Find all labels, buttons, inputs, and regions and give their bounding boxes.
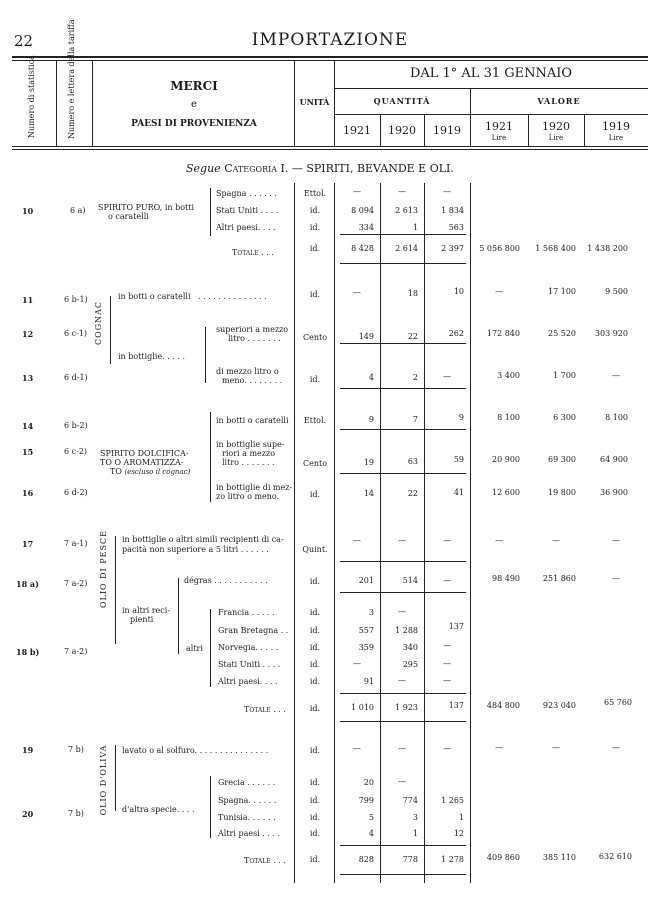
unit: id. [309, 829, 321, 838]
value-cell: 1 834 [441, 206, 464, 215]
unit: id. [309, 704, 321, 713]
value-cell: 2 613 [395, 206, 418, 215]
country-label: Francia . . . . . [218, 608, 275, 617]
value-cell: 8 094 [351, 206, 374, 215]
col-v-1921: 1921 [485, 120, 513, 133]
value-cell: 632 610 [598, 852, 632, 861]
col-q-1919: 1919 [433, 124, 461, 137]
total-rule [340, 721, 466, 722]
page-title: IMPORTAZIONE [251, 30, 409, 50]
total-rule [340, 845, 466, 846]
col-num-statistica: Numero di statistica [27, 55, 36, 138]
goods-label [110, 468, 190, 476]
goods-sublabel: in bottiglie di mez- [216, 483, 293, 492]
value-cell: 1 438 200 [587, 244, 628, 253]
label-olio-oliva: OLIO D'OLIVA [99, 744, 108, 816]
row-tariff: 7 a-2) [64, 647, 88, 656]
value-cell: 409 860 [486, 853, 520, 862]
col-q-1921: 1921 [343, 124, 371, 137]
unit: id. [309, 855, 321, 864]
value-cell: 251 860 [542, 574, 576, 583]
value-cell: — [398, 536, 406, 545]
value-cell: 774 [402, 796, 418, 805]
unit: id. [309, 290, 321, 299]
total-label: Totale . . . [232, 248, 274, 257]
value-cell: — [353, 744, 361, 753]
value-cell: 5 056 800 [479, 244, 520, 253]
header-bottom-rule-thin [12, 149, 648, 150]
total-rule [340, 234, 466, 235]
row-tariff: 7 b) [68, 809, 84, 818]
unit: Cento [302, 459, 328, 468]
value-cell: — [398, 607, 406, 616]
total-label: Totale . . . [244, 705, 286, 714]
goods-sublabel: litro . . . . . . . [222, 458, 275, 467]
country-label: Norvegia. . . . . [218, 643, 279, 652]
row-tariff: 6 d-1) [64, 373, 88, 382]
value-cell: 36 900 [600, 488, 628, 497]
goods-sublabel: meno. . . . . . . . [222, 376, 283, 385]
goods-sublabel: in botti o caratelli [216, 416, 289, 425]
category-label: Categoria I. — SPIRITI, BEVANDE E OLI. [224, 162, 454, 175]
value-cell: 334 [358, 223, 374, 232]
header-bottom-rule [12, 146, 648, 147]
value-cell: 3 [368, 608, 374, 617]
col-merci-line3: PAESI DI PROVENIENZA [131, 119, 257, 129]
value-cell: 828 [358, 855, 374, 864]
value-cell: — [443, 576, 451, 585]
col-v-1919: 1919 [602, 120, 630, 133]
unit: id. [309, 490, 321, 499]
value-cell: 8 428 [351, 244, 374, 253]
value-cell: 3 [412, 813, 418, 822]
value-cell: 6 300 [553, 413, 576, 422]
value-cell: 1 568 400 [535, 244, 576, 253]
bracket [205, 327, 206, 383]
row-tariff: 7 a-1) [64, 539, 88, 548]
country-label: Stati Uniti . . . . [216, 206, 279, 215]
value-cell: 98 490 [492, 574, 520, 583]
goods-label-note: (escluso il cognac) [124, 468, 191, 476]
bracket [178, 578, 179, 654]
header-col-divider [92, 60, 93, 146]
header-top-rule [12, 56, 648, 58]
total-rule [340, 473, 466, 474]
value-cell: 484 800 [486, 701, 520, 710]
value-cell: 262 [448, 329, 464, 338]
row-num: 20 [22, 809, 34, 819]
goods-sublabel: zo litro o meno. [216, 492, 280, 501]
value-cell: 778 [402, 855, 418, 864]
header-subgroup-rule [334, 114, 648, 115]
unit: Ettol. [303, 189, 327, 198]
value-cell: 22 [407, 332, 418, 341]
bracket [210, 776, 211, 838]
value-cell: 9 500 [605, 287, 628, 296]
value-cell: 8 100 [497, 413, 520, 422]
value-cell: — [612, 743, 620, 752]
value-cell: 923 040 [542, 701, 576, 710]
country-label: Altri paesi . . . . [218, 829, 281, 838]
goods-sublabel: di mezzo litro o [216, 367, 279, 376]
value-cell: 1 278 [441, 855, 464, 864]
goods-label: d'altra specie. . . . [122, 805, 195, 814]
bracket [110, 296, 111, 364]
value-cell: — [398, 676, 406, 685]
unit: id. [309, 643, 321, 652]
row-num: 15 [22, 447, 34, 457]
row-num: 16 [22, 488, 34, 498]
value-cell: 295 [402, 660, 418, 669]
value-cell: — [443, 659, 451, 668]
value-cell: 2 [412, 373, 418, 382]
col-v-1919-lire: Lire [608, 134, 624, 142]
value-cell: 340 [402, 643, 418, 652]
value-cell: — [443, 744, 451, 753]
value-cell: 25 520 [548, 329, 576, 338]
col-q-1920: 1920 [388, 124, 416, 137]
col-v-1920-lire: Lire [548, 134, 564, 142]
unit: id. [309, 577, 321, 586]
value-cell: — [353, 187, 361, 196]
value-cell: — [443, 187, 451, 196]
unit: Quint. [302, 545, 328, 554]
leader-dots: . . . . . . . . . . . . . . [198, 292, 267, 301]
value-cell: 5 [368, 813, 374, 822]
value-cell: 514 [402, 576, 418, 585]
value-cell: 1 923 [395, 703, 418, 712]
col-v-1920: 1920 [542, 120, 570, 133]
country-label: Stati Uniti . . . . [218, 660, 281, 669]
value-cell: — [398, 187, 406, 196]
goods-sublabel: in bottiglie supe- [216, 440, 285, 449]
value-cell: 2 614 [395, 244, 418, 253]
col-merci-line2: e [191, 99, 197, 110]
goods-label: in bottiglie o altri simili recipienti di ca- [122, 535, 284, 544]
value-cell: 4 [368, 829, 374, 838]
total-rule [340, 874, 466, 875]
value-cell: — [353, 659, 361, 668]
goods-label: in botti o caratelli [118, 292, 191, 301]
country-label: Spagna . . . . . . [216, 189, 277, 198]
value-cell: 1 [458, 813, 464, 822]
value-cell: 63 [407, 457, 418, 466]
col-period: DAL 1° AL 31 GENNAIO [409, 66, 573, 81]
value-cell: 799 [358, 796, 374, 805]
unit: id. [309, 660, 321, 669]
value-cell: 557 [358, 626, 374, 635]
col-v-1921-lire: Lire [491, 134, 507, 142]
body-col-divider [334, 183, 335, 883]
goods-label: pacità non superiore a 5 litri . . . . . . [122, 545, 269, 554]
row-tariff: 6 b-1) [64, 295, 88, 304]
value-cell: 20 [363, 778, 374, 787]
goods-label: lavato o al solfuro. . . . . . . . . . . . . . . [122, 746, 269, 755]
row-num: 10 [22, 206, 34, 216]
value-cell: 12 [453, 829, 464, 838]
value-cell: — [443, 641, 451, 650]
row-num: 14 [22, 421, 34, 431]
col-num-lettera: Numero e lettera della tariffa [67, 19, 76, 139]
value-cell: 1 265 [441, 796, 464, 805]
goods-sublabel: litro . . . . . . . [228, 334, 281, 343]
total-rule [340, 263, 466, 264]
value-cell: — [552, 536, 560, 545]
goods-label: in altri reci- [122, 606, 171, 615]
value-cell: 10 [453, 287, 464, 296]
total-rule [340, 429, 466, 430]
label-olio-pesce: OLIO DI PESCE [99, 530, 108, 608]
country-label: Gran Bretagna . . [218, 626, 289, 635]
value-cell: 41 [453, 488, 464, 497]
unit: id. [309, 813, 321, 822]
row-num: 11 [22, 295, 34, 305]
total-rule [340, 561, 466, 562]
total-rule [340, 343, 466, 344]
bracket [210, 188, 211, 236]
category-segue: Segue [186, 162, 221, 175]
value-cell: 1 288 [395, 626, 418, 635]
value-cell: 64 900 [600, 455, 628, 464]
row-num: 13 [22, 373, 34, 383]
col-valore: VALORE [537, 96, 581, 106]
goods-label: pienti [130, 615, 154, 624]
value-cell: — [443, 536, 451, 545]
col-quantita: QUANTITÀ [373, 96, 431, 106]
total-rule [340, 693, 466, 694]
value-cell: — [612, 536, 620, 545]
value-cell: — [398, 744, 406, 753]
value-cell: 91 [363, 677, 374, 686]
header-period-rule [334, 88, 648, 89]
country-label: Altri paesi. . . . [216, 223, 276, 232]
value-cell: 137 [448, 701, 464, 710]
value-cell: 2 397 [441, 244, 464, 253]
bracket [115, 745, 116, 811]
value-cell: — [552, 743, 560, 752]
value-cell: 137 [448, 622, 464, 631]
value-cell: 385 110 [542, 853, 576, 862]
total-label: Totale . . . [244, 856, 286, 865]
goods-label: SPIRITO DOLCIFICA- [100, 449, 189, 458]
value-cell: — [398, 777, 406, 786]
row-tariff: 7 a-2) [64, 579, 88, 588]
unit: id. [309, 677, 321, 686]
bracket [115, 536, 116, 644]
value-cell: 7 [412, 415, 418, 424]
row-tariff: 6 d-2) [64, 488, 88, 497]
unit: Ettol. [303, 416, 327, 425]
category-heading [186, 163, 454, 174]
goods-sublabel: dégras . . . . . . . . . . . [184, 576, 268, 585]
value-cell: 9 [458, 413, 464, 422]
value-cell: — [612, 574, 620, 583]
unit: id. [309, 223, 321, 232]
goods-sublabel: riori a mezzo [222, 449, 276, 458]
value-cell: 172 840 [486, 329, 520, 338]
bracket [210, 412, 211, 502]
value-cell: 19 800 [548, 488, 576, 497]
value-cell: 8 100 [605, 413, 628, 422]
body-col-divider [294, 183, 295, 883]
value-cell: — [443, 676, 451, 685]
row-num: 12 [22, 329, 34, 339]
goods-sublabel: superiori a mezzo [216, 325, 289, 334]
value-cell: 1 010 [351, 703, 374, 712]
value-cell: — [443, 372, 451, 381]
row-tariff: 6 a) [70, 206, 86, 215]
value-cell: 4 [368, 373, 374, 382]
row-tariff: 6 c-1) [64, 329, 88, 338]
bracket [210, 609, 211, 687]
country-label: Altri paesi. . . . [218, 677, 278, 686]
goods-label: TO O AROMATIZZA- [100, 458, 184, 467]
value-cell: 149 [358, 332, 374, 341]
unit: id. [309, 626, 321, 635]
value-cell: 20 900 [492, 455, 520, 464]
row-num: 18 a) [16, 579, 39, 589]
unit: id. [309, 608, 321, 617]
row-tariff: 6 b-2) [64, 421, 88, 430]
unit: Cento [302, 333, 328, 342]
page-number: 22 [14, 32, 34, 50]
value-cell: — [495, 743, 503, 752]
value-cell: 359 [358, 643, 374, 652]
col-merci-line1: MERCI [170, 79, 218, 93]
goods-sublabel: altri [186, 644, 203, 653]
label-cognac: COGNAC [94, 301, 103, 345]
value-cell: 22 [407, 489, 418, 498]
value-cell: 19 [363, 458, 374, 467]
value-cell: 1 700 [553, 371, 576, 380]
value-cell: 18 [407, 289, 418, 298]
value-cell: 65 760 [604, 698, 632, 707]
value-cell: 563 [448, 223, 464, 232]
country-label: Grecia . . . . . . [218, 778, 276, 787]
row-tariff: 6 c-2) [64, 447, 88, 456]
total-rule [340, 592, 466, 593]
value-cell: — [612, 371, 620, 380]
value-cell: 9 [368, 415, 374, 424]
value-cell: — [353, 288, 361, 297]
goods-label: SPIRITO PURO, in botti [98, 203, 195, 212]
value-cell: 1 [412, 223, 418, 232]
value-cell: 59 [453, 455, 464, 464]
value-cell: 12 600 [492, 488, 520, 497]
row-num: 18 b) [16, 647, 40, 657]
value-cell: 303 920 [594, 329, 628, 338]
unit: id. [309, 244, 321, 253]
unit: id. [309, 375, 321, 384]
row-num: 19 [22, 745, 34, 755]
value-cell: — [353, 536, 361, 545]
country-label: Spagna. . . . . . [218, 796, 277, 805]
unit: id. [309, 206, 321, 215]
value-cell: — [495, 287, 503, 296]
col-unita: UNITÀ [299, 97, 330, 107]
value-cell: 69 300 [548, 455, 576, 464]
row-num: 17 [22, 539, 34, 549]
value-cell: 3 400 [497, 371, 520, 380]
goods-label-to: TO [110, 467, 122, 476]
goods-label: in bottiglie. . . . . [118, 352, 186, 361]
row-tariff: 7 b) [68, 745, 84, 754]
unit: id. [309, 746, 321, 755]
header-top-rule-thin [12, 60, 648, 61]
unit: id. [309, 778, 321, 787]
unit: id. [309, 796, 321, 805]
value-cell: 17 100 [548, 287, 576, 296]
header-col-divider [56, 60, 57, 146]
total-rule [340, 388, 466, 389]
goods-label: o caratelli [108, 212, 149, 221]
value-cell: 1 [412, 829, 418, 838]
country-label: Tunisia. . . . . . [218, 813, 276, 822]
value-cell: 14 [363, 489, 374, 498]
value-cell: 201 [358, 576, 374, 585]
value-cell: — [495, 536, 503, 545]
